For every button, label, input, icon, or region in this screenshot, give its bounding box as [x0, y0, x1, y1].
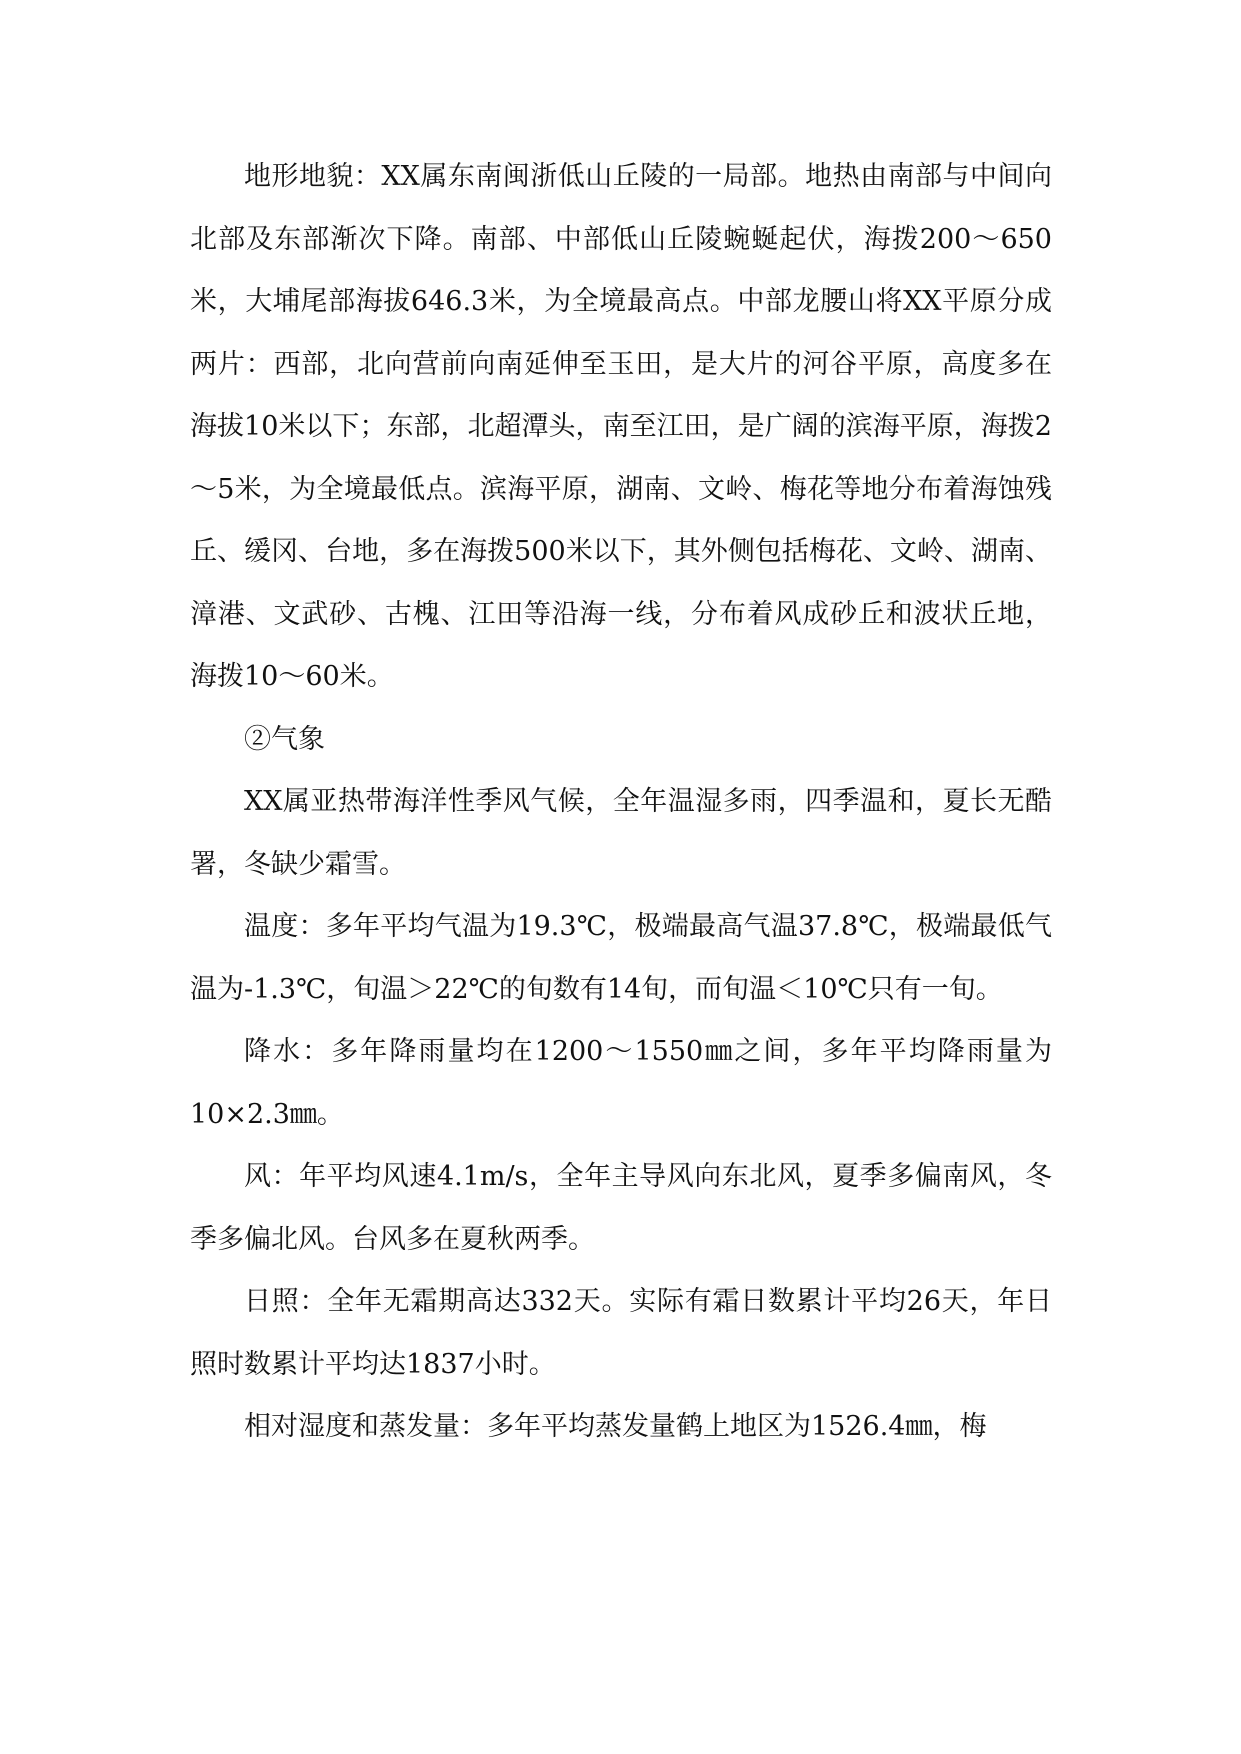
section-heading-meteorology: ②气象	[244, 723, 325, 755]
document-body	[190, 146, 1052, 1459]
paragraph-wind: 风：年平均风速4.1m/s，全年主导风向东北风，夏季多偏南风，冬季多偏北风。台风多在夏秋两季。	[190, 1161, 1052, 1255]
paragraph-humidity: 相对湿度和蒸发量：多年平均蒸发量鹤上地区为1526.4㎜，梅	[244, 1411, 987, 1442]
paragraph-precipitation: 降水：多年降雨量均在1200～1550㎜之间，多年平均降雨量为10×2.3㎜。	[190, 1036, 1052, 1130]
paragraph-temperature: 温度：多年平均气温为19.3℃，极端最高气温37.8℃，极端最低气温为-1.3℃，旬温＞22℃的旬数有14旬，而旬温＜10℃只有一旬。	[190, 911, 1052, 1005]
paragraph-sunshine: 日照：全年无霜期高达332天。实际有霜日数累计平均26天，年日照时数累计平均达1837小时。	[190, 1286, 1052, 1380]
paragraph-terrain: 地形地貌：XX属东南闽浙低山丘陵的一局部。地热由南部与中间向北部及东部渐次下降。南部、中部低山丘陵蜿蜒起伏，海拨200～650米，大埔尾部海拔646.3米，为全境最高点。中部龙腰山将XX平原分成两片：西部，北向营前向南延伸至玉田，是大片的河谷平原，高度多在海拔10米以下；东部，北超潭头，南至江田，是广阔的滨海平原，海拨2～5米，为全境最低点。滨海平原，湖南、文岭、梅花等地分布着海蚀残丘、缓冈、台地，多在海拨500米以下，其外侧包括梅花、文岭、湖南、漳港、文武砂、古槐、江田等沿海一线，分布着风成砂丘和波状丘地，海拨10～60米。	[190, 161, 1052, 692]
paragraph-climate: XX属亚热带海洋性季风气候，全年温湿多雨，四季温和，夏长无酷署，冬缺少霜雪。	[190, 786, 1052, 880]
